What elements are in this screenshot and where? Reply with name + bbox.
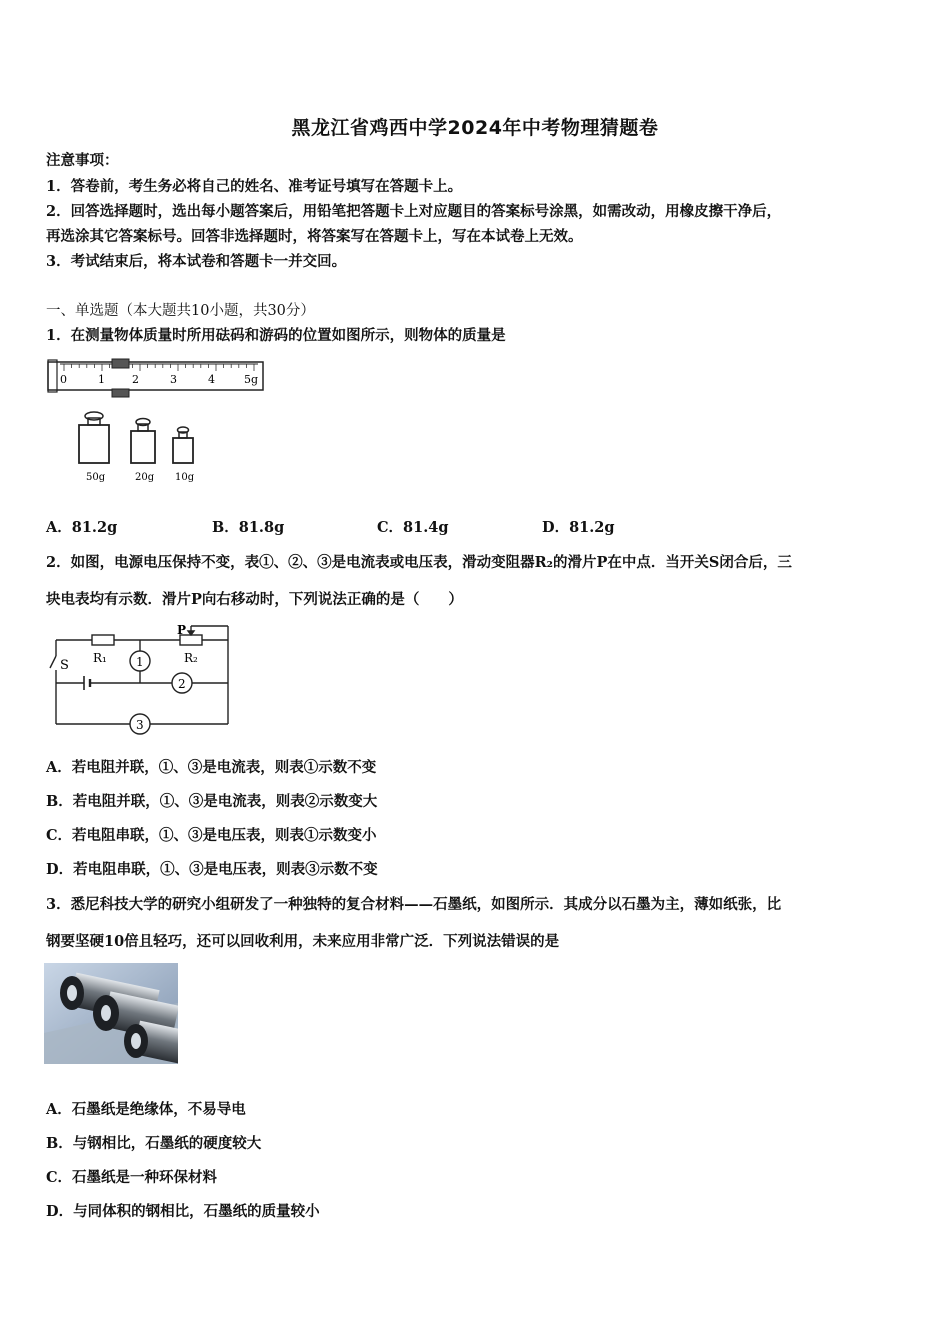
q1-option-d: D．81.2g	[542, 519, 615, 536]
q2-option-c: C．若电阻串联，①、③是电压表，则表①示数变小	[46, 827, 377, 844]
weight-20g	[131, 419, 155, 464]
scale-tick-label: 4	[208, 373, 215, 386]
q2-option-b: B．若电阻并联，①、③是电流表，则表②示数变大	[46, 793, 378, 810]
scale-tick-label: 3	[170, 373, 177, 386]
scale-tick-label: 5g	[244, 373, 259, 386]
r2-label: R₂	[184, 651, 198, 665]
switch-s	[50, 656, 56, 668]
scale-minor-ticks	[64, 364, 254, 371]
q1-option-c: C．81.4g	[377, 519, 449, 536]
q1-option-a: A．81.2g	[46, 519, 118, 536]
scale-tick-label: 2	[132, 373, 139, 386]
q3-option-c: C．石墨纸是一种环保材料	[46, 1169, 218, 1186]
r1-label: R₁	[93, 651, 107, 665]
q3-option-d: D．与同体积的钢相比，石墨纸的质量较小	[46, 1203, 320, 1220]
scale-rider-top	[112, 359, 129, 368]
balance-scale-figure	[46, 356, 276, 491]
meter-2-label: 2	[178, 677, 186, 691]
switch-label: S	[60, 658, 69, 673]
scale-tick-label: 0	[60, 373, 67, 386]
q2-option-a: A．若电阻并联，①、③是电流表，则表①示数不变	[46, 759, 377, 776]
q3-option-a: A．石墨纸是绝缘体，不易导电	[46, 1101, 246, 1118]
q3-option-b: B．与钢相比，石墨纸的硬度较大	[46, 1135, 262, 1152]
notice-item: 2．回答选择题时，选出每小题答案后，用铅笔把答题卡上对应题目的答案标号涂黑，如需改动，用橡皮擦干净后，	[46, 203, 782, 220]
resistor-r1	[92, 635, 114, 645]
page-title: 黑龙江省鸡西中学2024年中考物理猜题卷	[291, 117, 659, 139]
q3-stem-line1: 3．悉尼科技大学的研究小组研发了一种独特的复合材料——石墨纸，如图所示．其成分以石墨为主，薄如纸张，比	[46, 896, 782, 913]
q1-stem: 1．在测量物体质量时所用砝码和游码的位置如图所示，则物体的质量是	[46, 327, 506, 344]
notice-item: 再选涂其它答案标号。回答非选择题时，将答案写在答题卡上，写在本试卷上无效。	[46, 228, 583, 245]
q2-option-d: D．若电阻串联，①、③是电压表，则表③示数不变	[46, 861, 378, 878]
notice-heading: 注意事项：	[46, 152, 119, 169]
graphite-paper-photo	[44, 963, 178, 1064]
meter-1-label: 1	[136, 655, 144, 669]
weight-50g	[79, 412, 109, 463]
scale-end-cap	[48, 360, 57, 392]
weight-label: 50g	[86, 472, 106, 483]
meter-3-label: 3	[136, 718, 144, 732]
slider-label: P	[177, 623, 187, 637]
weight-10g	[173, 427, 193, 463]
weight-label: 20g	[135, 472, 155, 483]
scale-tick-label: 1	[98, 373, 105, 386]
q2-stem-line2: 块电表均有示数．滑片P向右移动时，下列说法正确的是（ ）	[46, 591, 463, 608]
q2-stem-line1: 2．如图，电源电压保持不变，表①、②、③是电流表或电压表，滑动变阻器R₂的滑片P在中点．当开关S闭合后，三	[46, 554, 792, 571]
weight-label: 10g	[175, 472, 195, 483]
notice-item: 3．考试结束后，将本试卷和答题卡一并交回。	[46, 253, 347, 270]
scale-rider-bottom	[112, 389, 129, 397]
circuit-diagram	[44, 620, 239, 738]
q3-stem-line2: 钢要坚硬10倍且轻巧，还可以回收利用，未来应用非常广泛．下列说法错误的是	[46, 933, 560, 950]
section-heading: 一、单选题（本大题共10小题，共30分）	[46, 303, 315, 319]
q1-option-b: B．81.8g	[212, 519, 285, 536]
notice-item: 1．答卷前，考生务必将自己的姓名、准考证号填写在答题卡上。	[46, 178, 463, 195]
